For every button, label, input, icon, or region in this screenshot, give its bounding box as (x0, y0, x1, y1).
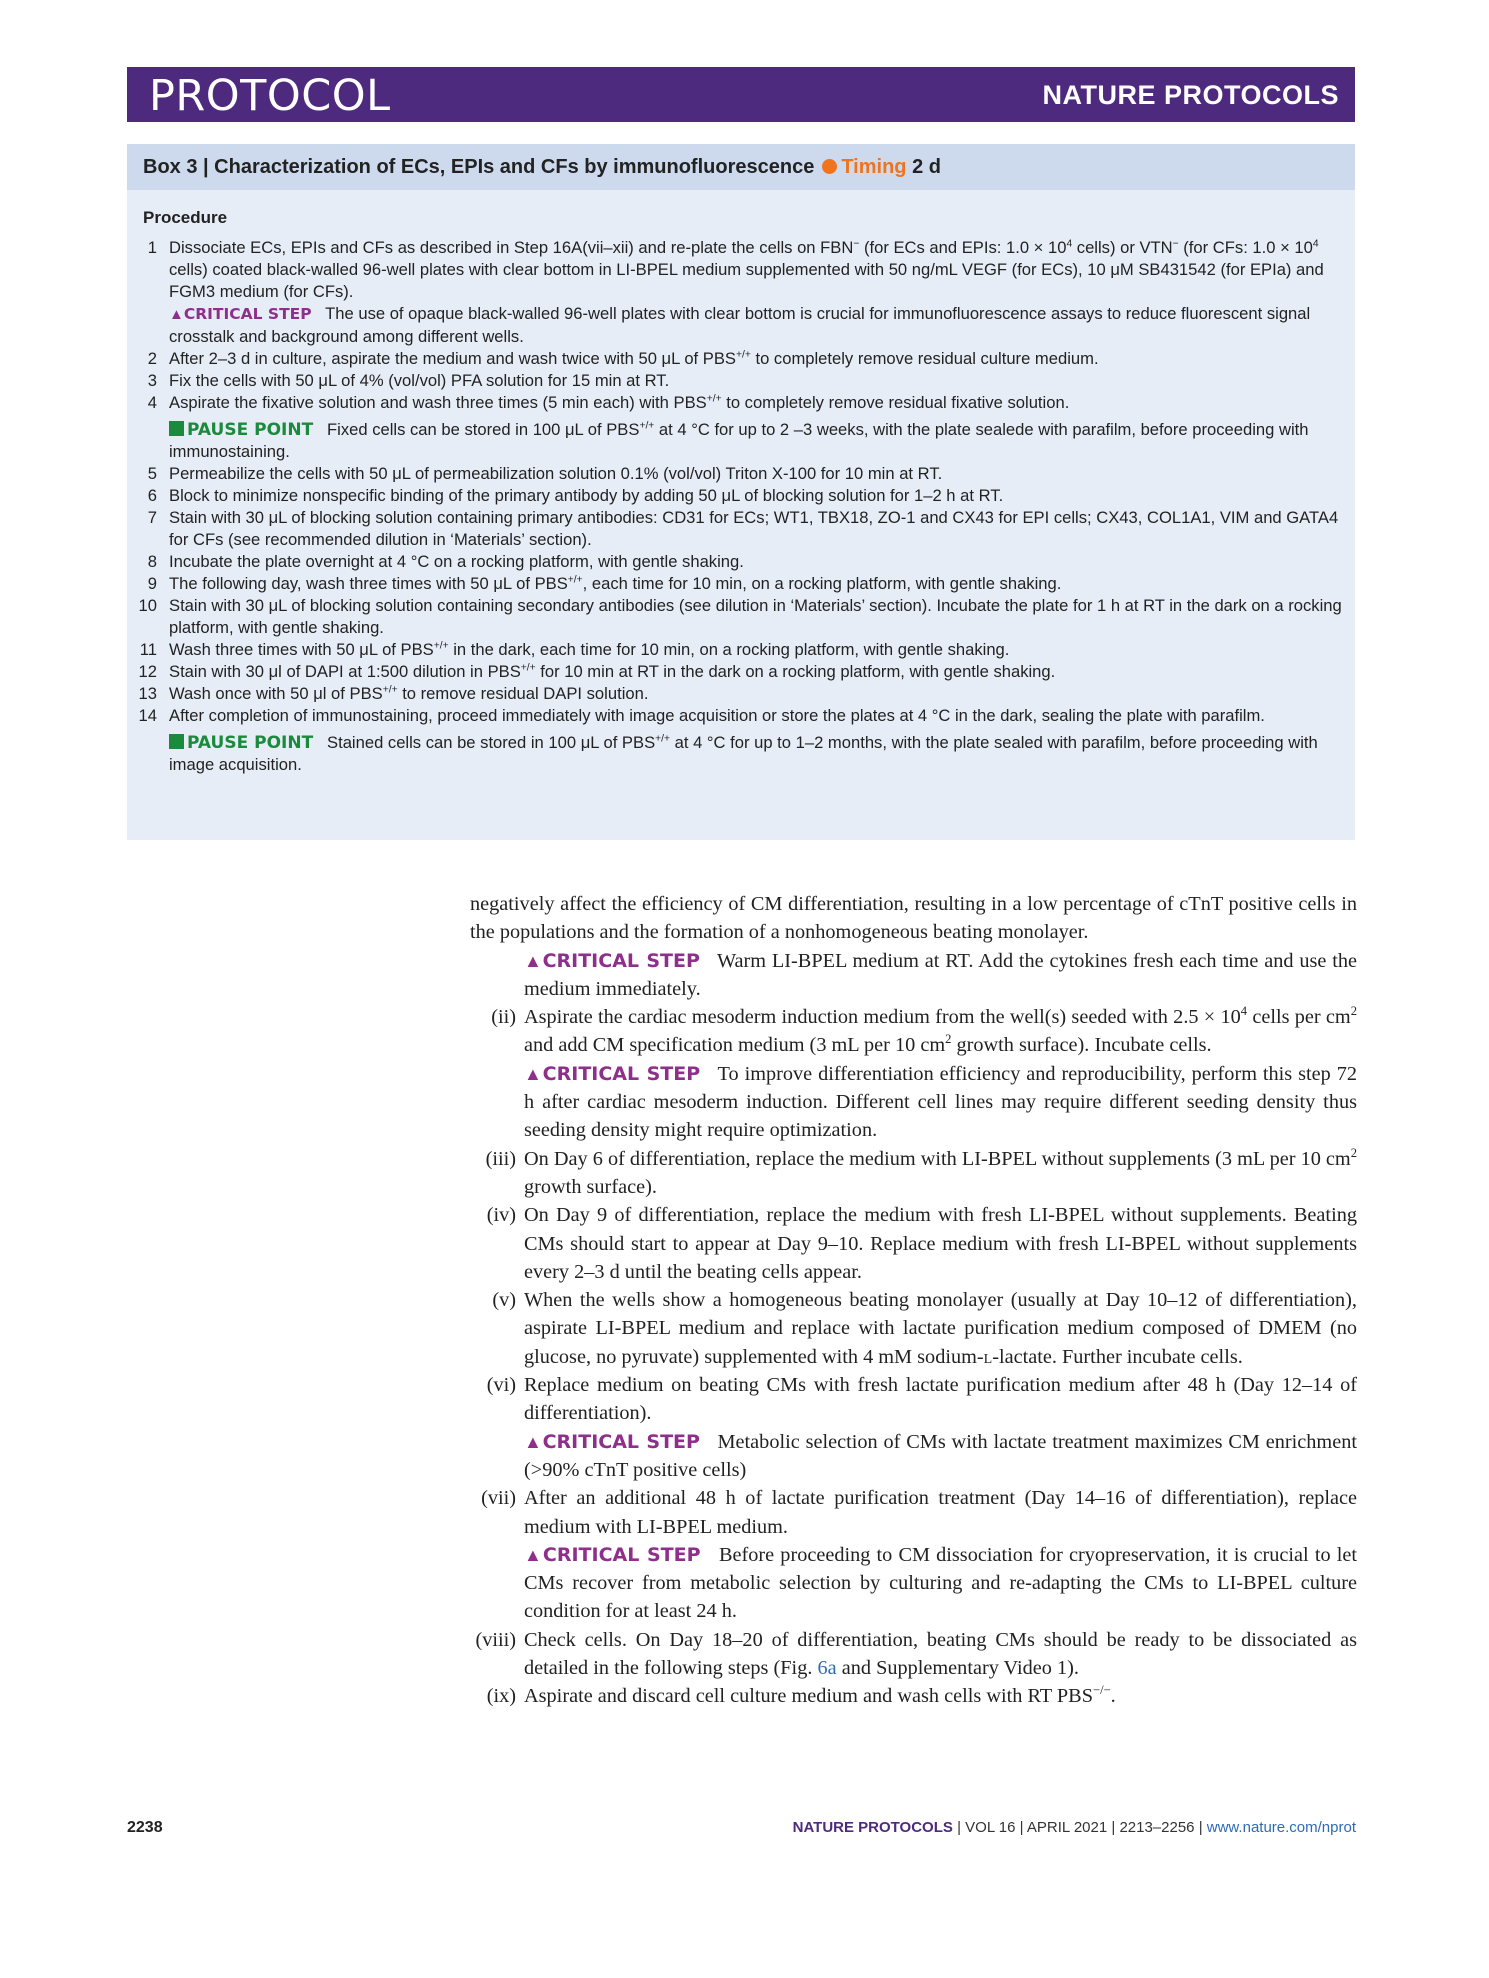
step-number: 4 (147, 393, 157, 412)
box-3 (127, 144, 1355, 840)
critical-step-note (470, 947, 1357, 1004)
step-text: After completion of immunostaining, proceed immediately with image acquisition or store the plates at 4 °C in the dark, sealing the plate with parafilm. (169, 706, 1265, 725)
step-text: Aspirate the fixative solution and wash three times (5 min each) with PBS+/+ to completely remove residual fixative solution. (169, 393, 1070, 412)
step-text: Fix the cells with 50 μL of 4% (vol/vol) PFA solution for 15 min at RT. (169, 371, 670, 390)
step-number: 11 (139, 640, 157, 659)
procedure-step (127, 370, 1355, 392)
critical-step-note (470, 1541, 1357, 1626)
header-bar (127, 67, 1355, 122)
differentiation-step (470, 1626, 1357, 1683)
pause-point-label: PAUSE POINT (187, 733, 314, 753)
procedure-steps (127, 237, 1355, 776)
differentiation-step (470, 1484, 1357, 1541)
step-number: (iii) (485, 1147, 516, 1170)
journal-name: NATURE PROTOCOLS (1042, 80, 1339, 110)
step-text: Replace medium on beating CMs with fresh lactate purification medium after 48 h (Day 12–14 of differentiation). (524, 1374, 1357, 1425)
step-number: (vii) (481, 1487, 516, 1510)
procedure-step (127, 683, 1355, 705)
step-text: Incubate the plate overnight at 4 °C on a rocking platform, with gentle shaking. (169, 552, 744, 571)
footer-journal: NATURE PROTOCOLS (792, 1819, 953, 1836)
step-number: (viii) (475, 1628, 516, 1651)
differentiation-step (470, 1682, 1357, 1710)
step-text: On Day 9 of differentiation, replace the medium with fresh LI-BPEL without supplements. Beating CMs should start to appear at Day 9–10. Replace medium with fresh LI-BPEL without supplements every 2–3 d until the beating cells appear. (524, 1204, 1357, 1283)
step-text: After 2–3 d in culture, aspirate the medium and wash twice with 50 μL of PBS+/+ to completely remove residual culture medium. (169, 349, 1099, 368)
step-text: Check cells. On Day 18–20 of differentiation, beating CMs should be ready to be dissociated as detailed in the following steps (Fig. 6a and Supplementary Video 1). (524, 1628, 1357, 1680)
procedure-step (127, 348, 1355, 370)
critical-step-text: Warm LI-BPEL medium at RT. Add the cytokines fresh each time and use the medium immediately. (524, 949, 1357, 1000)
step-number: 13 (138, 684, 157, 703)
procedure-step (127, 485, 1355, 507)
procedure-step (127, 573, 1355, 595)
step-number: 1 (147, 238, 157, 257)
procedure-step (127, 705, 1355, 727)
footer-url[interactable]: www.nature.com/nprot (1206, 1819, 1356, 1836)
procedure-step (127, 392, 1355, 414)
timing-dot-icon (822, 159, 837, 174)
main-text-column (470, 890, 1357, 1711)
footer-date: APRIL 2021 (1026, 1819, 1108, 1836)
page-number: 2238 (127, 1819, 163, 1836)
pause-point-text: Fixed cells can be stored in 100 μL of PBS+/+ at 4 °C for up to 2 –3 weeks, with the plate sealede with parafilm, before proceeding with immunostaining. (169, 420, 1309, 461)
step-number: 6 (147, 486, 157, 505)
differentiation-step (470, 1003, 1357, 1060)
step-number: 14 (138, 706, 157, 725)
step-number: (iv) (486, 1204, 516, 1227)
step-text: Wash once with 50 μl of PBS+/+ to remove residual DAPI solution. (169, 684, 649, 703)
step-text: Stain with 30 μL of blocking solution containing secondary antibodies (see dilution in ‘Materials’ section). Incubate the plate for 1 h at RT in the dark on a rocking platform, with gentle shaking. (169, 596, 1342, 637)
step-number: 2 (147, 349, 157, 368)
step-text: Aspirate the cardiac mesoderm induction medium from the well(s) seeded with $2.5 \times 10^4$ cells per $cm^2$ and add CM specification medium (3 mL per 10 $cm^2$ growth surface). Incubate cells. (524, 1004, 1357, 1057)
procedure-step (127, 237, 1355, 303)
critical-step-text: The use of opaque black-walled 96-well plates with clear bottom is crucial for immunofluorescence assays to reduce fluorescent signal crosstalk and background among different wells. (169, 304, 1311, 346)
warning-triangle-icon: ▲ (524, 950, 543, 971)
timing-value: 2 d (912, 156, 941, 178)
footer-volume: VOL 16 (965, 1819, 1016, 1836)
step-text: Wash three times with 50 μL of PBS+/+ in the dark, each time for 10 min, on a rocking platform, with gentle shaking. (169, 640, 1010, 659)
footer-pages: 2213–2256 (1119, 1819, 1195, 1836)
step-text: Stain with 30 μl of DAPI at 1:500 dilution in PBS+/+ for 10 min at RT in the dark on a rocking platform, with gentle shaking. (169, 662, 1056, 681)
critical-step-text: Metabolic selection of CMs with lactate treatment maximizes CM enrichment (>90% cTnT positive cells) (524, 1430, 1357, 1481)
differentiation-step (470, 1201, 1357, 1286)
critical-step-note (470, 1060, 1357, 1145)
differentiation-step (470, 1371, 1357, 1428)
warning-triangle-icon: ▲ (524, 1063, 543, 1084)
step-number: (v) (492, 1289, 516, 1312)
step-number: 10 (138, 596, 157, 615)
pause-point-note (127, 732, 1355, 776)
step-number: (ii) (491, 1006, 516, 1029)
critical-step-text: To improve differentiation efficiency and reproducibility, perform this step 72 h after cardiac mesoderm induction. Different cell lines may require different seeding density thus seeding density might require optimization. (524, 1062, 1357, 1142)
section-label: PROTOCOL (149, 71, 391, 121)
step-number: 8 (147, 552, 157, 571)
critical-step-label: CRITICAL STEP (183, 305, 312, 323)
step-text: Block to minimize nonspecific binding of the primary antibody by adding 50 μL of blocking solution for 1–2 h at RT. (169, 486, 1004, 505)
step-text: When the wells show a homogeneous beating monolayer (usually at Day 10–12 of differentiation), aspirate LI-BPEL medium and replace with lactate purification medium composed of DMEM (no glucose, no pyruvate) supplemented with 4 mM sodium-l-lactate. Further incubate cells. (524, 1289, 1357, 1368)
pause-square-icon (169, 421, 184, 436)
step-number: (ix) (486, 1685, 516, 1708)
step-text: On Day 6 of differentiation, replace the medium with LI-BPEL without supplements (3 mL per 10 $cm^2$ growth surface). (524, 1145, 1357, 1198)
step-text: Stain with 30 μL of blocking solution containing primary antibodies: CD31 for ECs; WT1, TBX18, ZO-1 and CX43 for EPI cells; CX43, COL1A1, VIM and GATA4 for CFs (see recommended dilution in ‘Materials’ section). (169, 508, 1339, 549)
step-number: 7 (147, 508, 157, 527)
critical-step-label: CRITICAL STEP (542, 949, 700, 972)
step-text: The following day, wash three times with 50 μL of PBS+/+, each time for 10 min, on a rocking platform, with gentle shaking. (169, 574, 1062, 593)
critical-step-text: Before proceeding to CM dissociation for cryopreservation, it is crucial to let CMs recover from metabolic selection by culturing and re-adapting the CMs to LI-BPEL culture condition for at least 24 h. (524, 1543, 1357, 1623)
procedure-step (127, 595, 1355, 639)
procedure-step (127, 639, 1355, 661)
warning-triangle-icon: ▲ (524, 1544, 543, 1565)
intro-paragraph: negatively affect the efficiency of CM differentiation, resulting in a low percentage of cTnT positive cells in the populations and the formation of a nonhomogeneous beating monolayer. (470, 893, 1357, 944)
procedure-heading: Procedure (143, 208, 228, 227)
warning-triangle-icon: ▲ (169, 306, 184, 323)
step-number: 5 (147, 464, 157, 483)
pause-point-note (127, 419, 1355, 463)
step-number: (vi) (486, 1374, 516, 1397)
critical-step-label: CRITICAL STEP (542, 1062, 701, 1085)
procedure-step (127, 507, 1355, 551)
pause-point-text: Stained cells can be stored in 100 μL of PBS+/+ at 4 °C for up to 1–2 months, with the plate sealed with parafilm, before proceeding with image acquisition. (169, 733, 1318, 774)
box-title-bar (127, 144, 1355, 190)
main-steps (470, 947, 1357, 1711)
critical-step-note (470, 1428, 1357, 1485)
step-text: Permeabilize the cells with 50 μL of permeabilization solution 0.1% (vol/vol) Triton X-100 for 10 min at RT. (169, 464, 943, 483)
critical-step-note (127, 303, 1355, 348)
procedure-step (127, 551, 1355, 573)
box-title: Box 3 | Characterization of ECs, EPIs and CFs by immunofluorescence (143, 156, 815, 178)
step-text: Dissociate ECs, EPIs and CFs as described in Step 16A(vii–xii) and re-plate the cells on FBN− (for ECs and EPIs: $1.0 \times 10^4$ cells) or VTN− (for CFs: $1.0 \times 10^4$ cells) coated black-walled 96-well plates with clear bottom in LI-BPEL medium supplemented with 50 ng/mL VEGF (for ECs), 10 μM SB431542 (for EPIa) and FGM3 medium (for CFs). (169, 238, 1324, 301)
procedure-step (127, 463, 1355, 485)
pause-square-icon (169, 734, 184, 749)
step-number: 9 (147, 574, 157, 593)
differentiation-step (470, 1286, 1357, 1371)
pause-point-label: PAUSE POINT (187, 420, 314, 440)
warning-triangle-icon: ▲ (524, 1431, 543, 1452)
critical-step-label: CRITICAL STEP (542, 1430, 700, 1453)
differentiation-step (470, 1145, 1357, 1202)
step-text: After an additional 48 h of lactate purification treatment (Day 14–16 of differentiation), replace medium with LI-BPEL medium. (524, 1487, 1357, 1538)
step-text: Aspirate and discard cell culture medium and wash cells with RT PBS−/−. (524, 1683, 1116, 1708)
procedure-step (127, 661, 1355, 683)
step-number: 3 (147, 371, 157, 390)
critical-step-label: CRITICAL STEP (542, 1543, 701, 1566)
footer-citation: NATURE PROTOCOLS | VOL 16 | APRIL 2021 | 2213–2256 | www.nature.com/nprot (792, 1819, 1356, 1836)
step-number: 12 (138, 662, 157, 681)
timing-label: Timing (841, 156, 907, 178)
